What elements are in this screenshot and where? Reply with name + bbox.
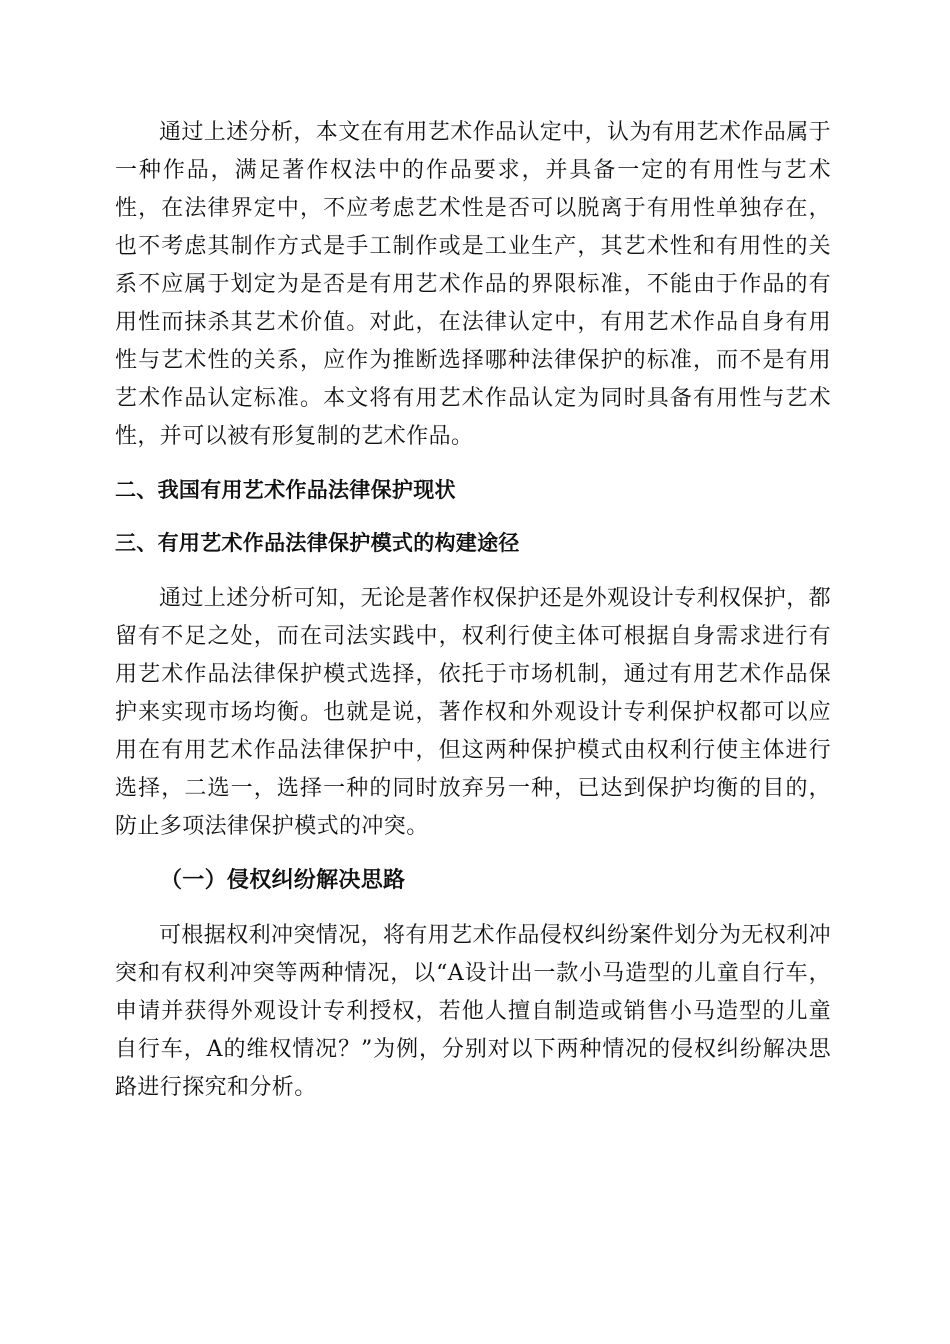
section-heading-3: 三、有用艺术作品法律保护模式的构建途径	[115, 531, 520, 555]
section-heading-2: 二、我国有用艺术作品法律保护现状	[115, 478, 456, 502]
body-paragraph-2: 通过上述分析可知，无论是著作权保护还是外观设计专利权保护，都留有不足之处，而在司法实践中，权利行使主体可根据自身需求进行有用艺术作品法律保护模式选择，依托于市场机制，通过有用艺术作品保护来实现市场均衡。也就是说，著作权和外观设计专利保护权都可以应用在有用艺术作品法律保护中，但这两种保护模式由权利行使主体进行选择，二选一，选择一种的同时放弃另一种，已达到保护均衡的目的，防止多项法律保护模式的冲突。	[115, 586, 832, 839]
subsection-heading-1: （一）侵权纠纷解决思路	[160, 867, 406, 893]
body-paragraph-1: 通过上述分析，本文在有用艺术作品认定中，认为有用艺术作品属于一种作品，满足著作权法中的作品要求，并具备一定的有用性与艺术性，在法律界定中，不应考虑艺术性是否可以脱离于有用性单独存在，也不考虑其制作方式是手工制作或是工业生产，其艺术性和有用性的关系不应属于划定为是否是有用艺术作品的界限标准，不能由于作品的有用性而抹杀其艺术价值。对此，在法律认定中，有用艺术作品自身有用性与艺术性的关系，应作为推断选择哪种法律保护的标准，而不是有用艺术作品认定标准。本文将有用艺术作品认定为同时具备有用性与艺术性，并可以被有形复制的艺术作品。	[115, 120, 832, 449]
body-paragraph-3: 可根据权利冲突情况，将有用艺术作品侵权纠纷案件划分为无权利冲突和有权利冲突等两种情况，以“A设计出一款小马造型的儿童自行车，申请并获得外观设计专利授权，若他人擅自制造或销售小马造型的儿童自行车，A的维权情况？”为例，分别对以下两种情况的侵权纠纷解决思路进行探究和分析。	[115, 923, 832, 1100]
